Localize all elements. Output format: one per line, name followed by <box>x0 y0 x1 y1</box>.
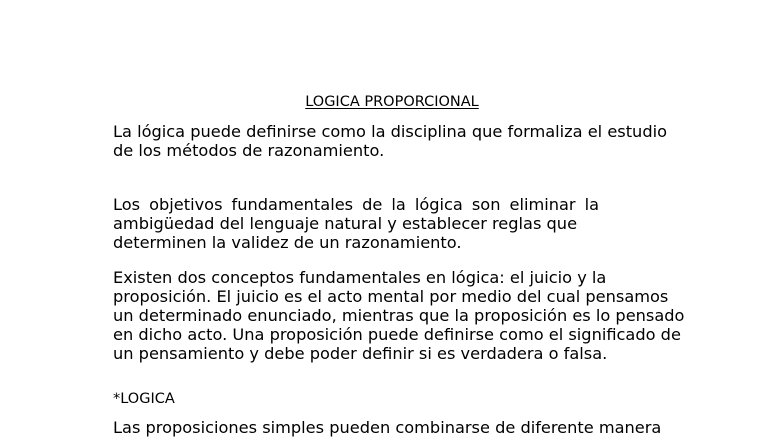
section-heading: *LOGICA <box>113 391 175 407</box>
paragraph-objectives <box>113 195 599 252</box>
paragraph-line: en dicho acto. Una proposición puede definirse como el significado de <box>113 325 681 344</box>
paragraph-section <box>113 418 673 437</box>
document-title: LOGICA PROPORCIONAL <box>305 94 479 110</box>
paragraph-line: Las proposiciones simples pueden combinarse de diferente manera <box>113 418 662 437</box>
paragraph-line: Existen dos conceptos fundamentales en lógica: el juicio y la <box>113 268 607 287</box>
paragraph-line: un determinado enunciado, mientras que la proposición es lo pensado <box>113 306 685 325</box>
paragraph-line: La lógica puede definirse como la disciplina que formaliza el estudio <box>113 122 667 141</box>
paragraph-line: un pensamiento y debe poder definir si es verdadera o falsa. <box>113 344 608 363</box>
paragraph-line: de los métodos de razonamiento. <box>113 141 385 160</box>
paragraph-concepts <box>113 268 685 363</box>
paragraph-line: Los objetivos fundamentales de la lógica son eliminar la <box>113 195 599 214</box>
paragraph-line: proposición. El juicio es el acto mental por medio del cual pensamos <box>113 287 669 306</box>
paragraph-line: determinen la validez de un razonamiento. <box>113 233 462 252</box>
paragraph-line: ambigüedad del lenguaje natural y establecer reglas que <box>113 214 578 233</box>
paragraph-definition <box>113 122 673 160</box>
